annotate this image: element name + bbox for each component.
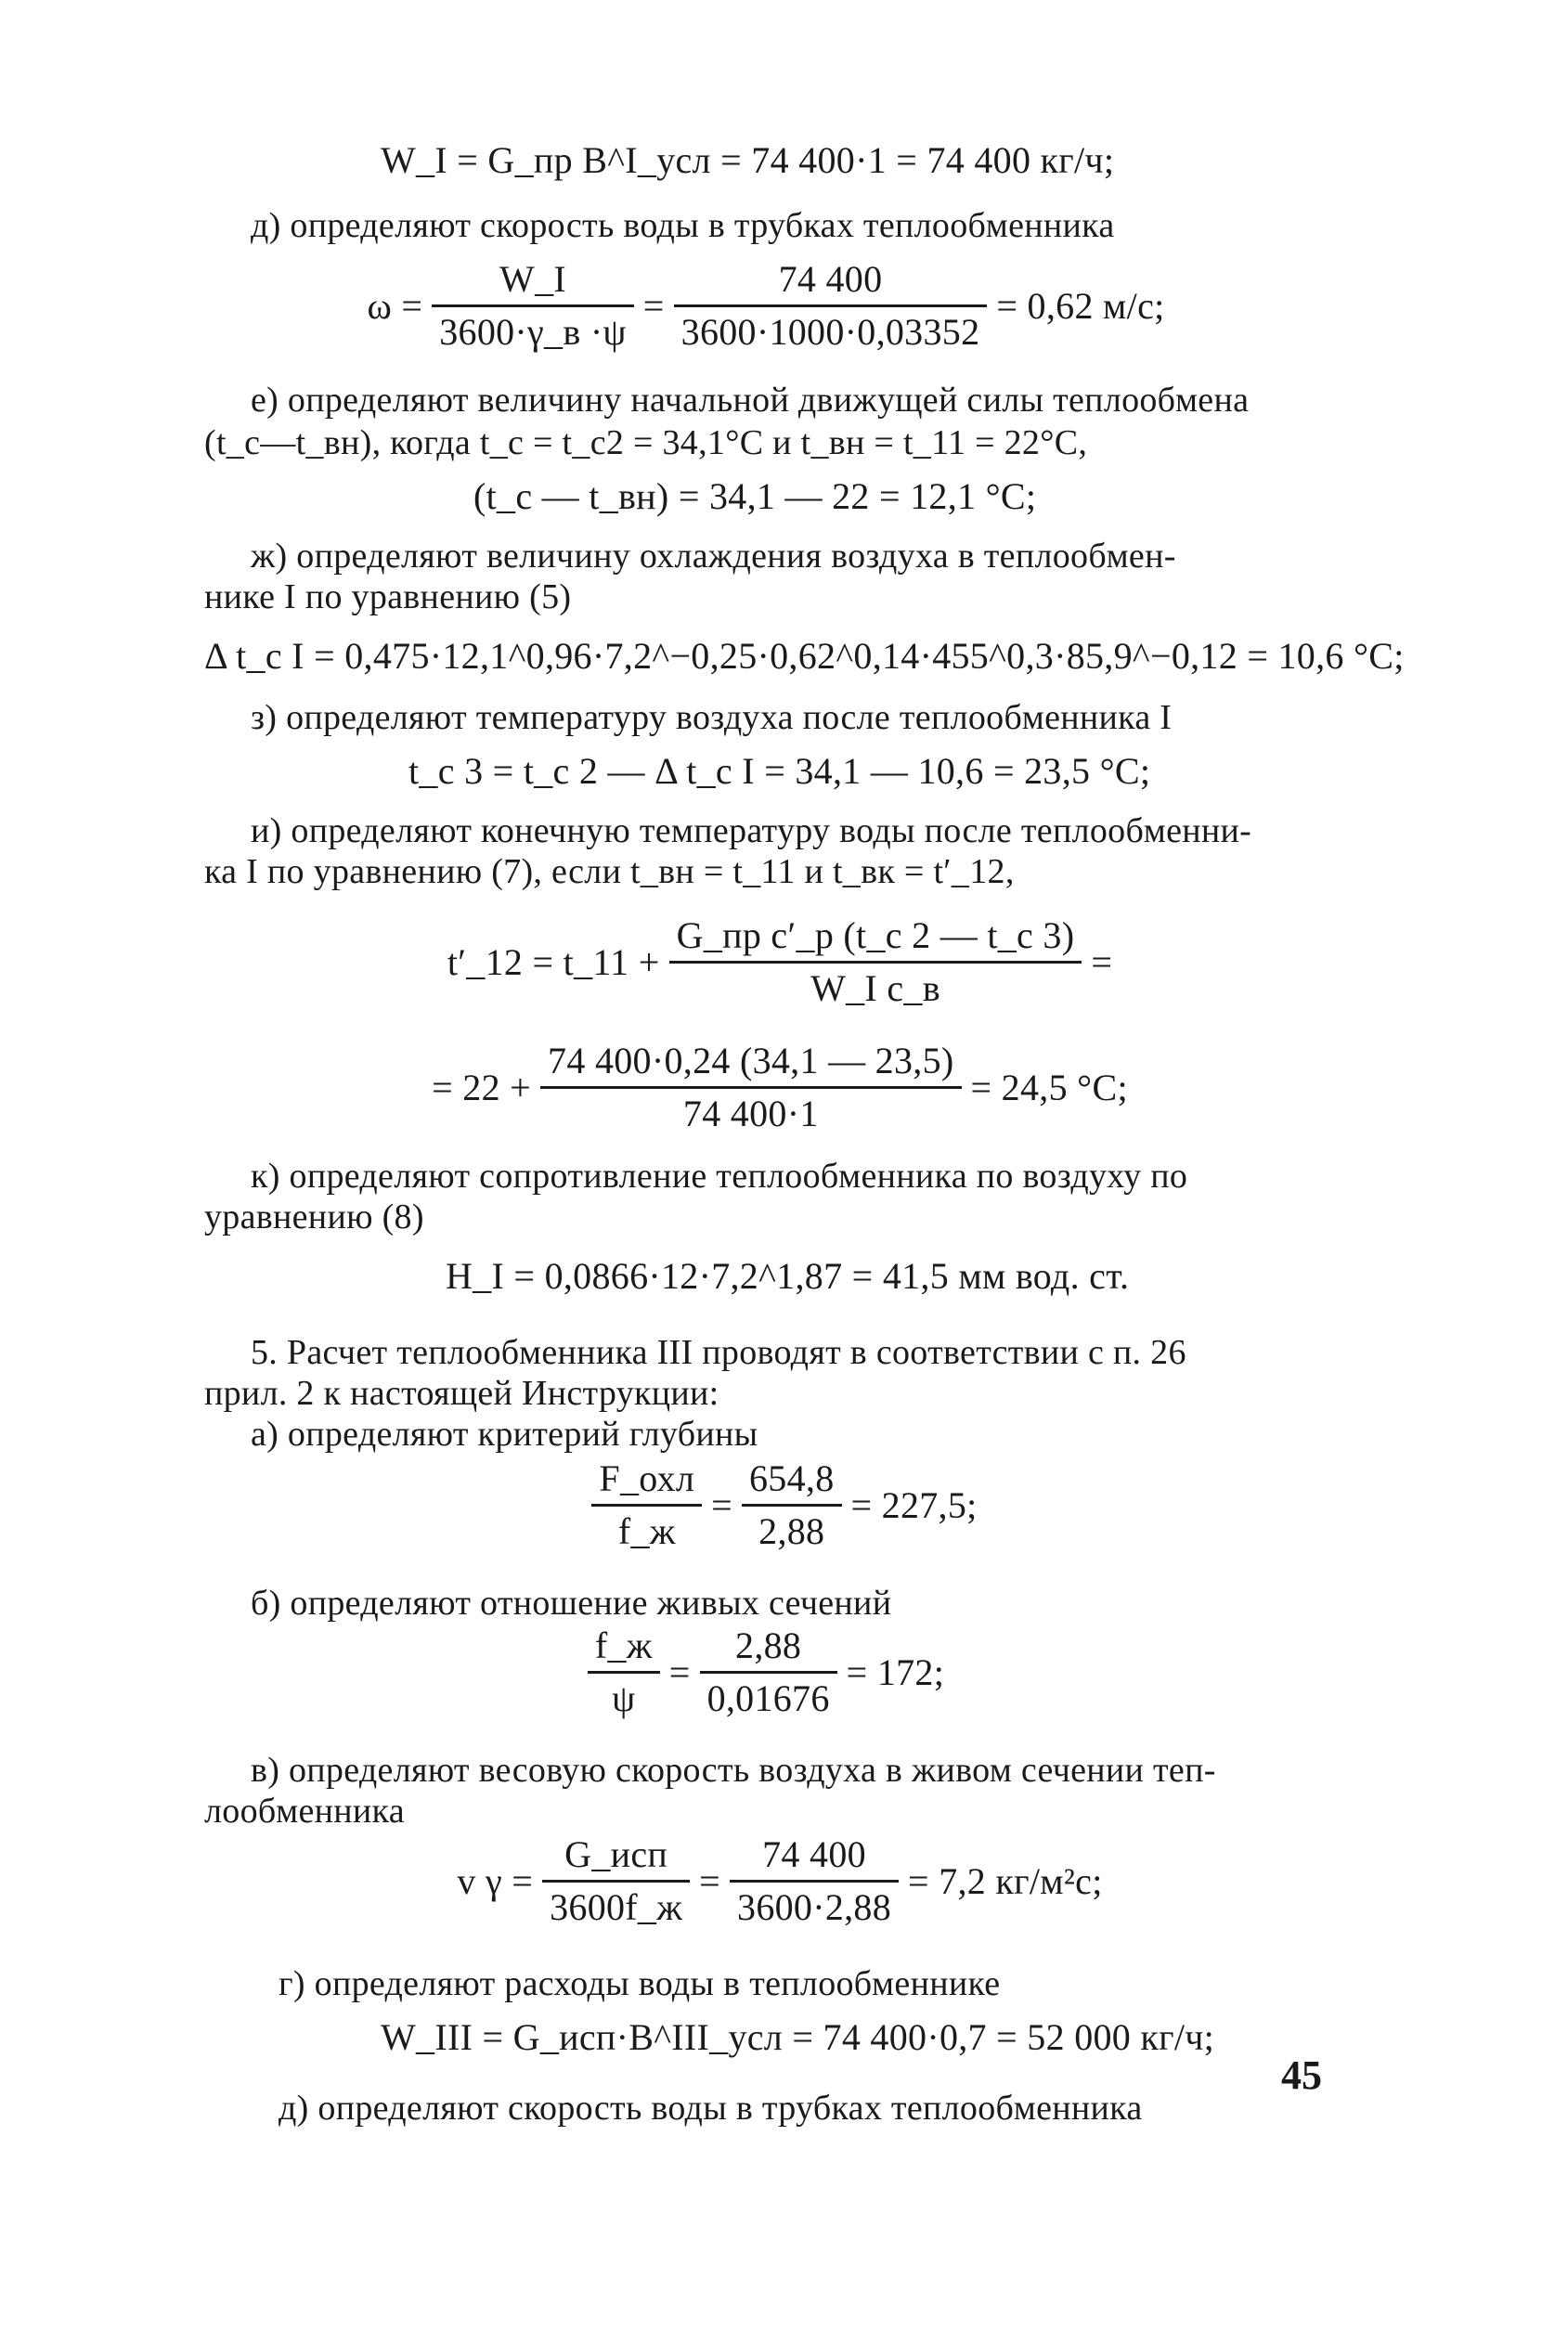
fraction-denominator: 0,01676 <box>706 1677 830 1719</box>
formula-fraction-numeric <box>700 1625 837 1720</box>
formula-water-flow-3: W_III = G_исп·B^III_усл = 74 400·0,7 = 52 000 кг/ч; <box>381 2016 1215 2058</box>
step-e-heading: е) определяют величину начальной движущей силы теплообмена <box>251 381 1250 420</box>
section-5-continuation: прил. 2 к настоящей Инструкции: <box>204 1374 719 1413</box>
fraction-denominator: f_ж <box>617 1510 676 1552</box>
equals-sign: = <box>668 1650 691 1693</box>
section-5-heading: 5. Расчет теплообменника III проводят в соответствии с п. 26 <box>251 1333 1186 1372</box>
formula-lhs: v γ = <box>457 1859 534 1902</box>
fraction-numerator: 74 400 <box>674 258 988 307</box>
velocity-fraction-symbolic <box>432 258 634 354</box>
formula-rhs: = 227,5; <box>850 1483 978 1526</box>
formula-rhs: = 172; <box>846 1650 945 1693</box>
formula-resistance: H_I = 0,0866·12·7,2^1,87 = 41,5 мм вод. ст. <box>446 1255 1130 1297</box>
formula-section-ratio <box>520 1625 1003 1720</box>
formula-air-mass-velocity <box>362 1833 1198 1929</box>
step-b-heading: б) определяют отношение живых сечений <box>251 1584 892 1623</box>
equals-sign: = <box>711 1483 732 1526</box>
fraction-numerator: 654,8 <box>742 1457 842 1507</box>
fraction-denominator: ψ <box>612 1677 636 1719</box>
step-e-condition: (t_c—t_вн), когда t_c = t_c2 = 34,1°С и t_вн = t_11 = 22°С, <box>204 423 1088 462</box>
formula-final-water-temp-symbolic <box>390 914 1170 1010</box>
step-d-heading: д) определяют скорость воды в трубках теплообменника <box>251 206 1115 245</box>
fraction-numerator: 74 400 <box>730 1833 899 1883</box>
step-i-condition: ка I по уравнению (7), если t_вн = t_11 и t_вк = t′_12, <box>204 852 1015 891</box>
fraction-denominator: 74 400·1 <box>682 1093 819 1134</box>
fraction-numerator: F_охл <box>591 1457 702 1507</box>
step-z-heading: з) определяют температуру воздуха после теплообменника I <box>251 698 1173 737</box>
step-g-heading: г) определяют расходы воды в теплообменнике <box>279 1964 1001 2003</box>
formula-rhs: = <box>1091 940 1113 983</box>
formula-fraction-symbolic <box>591 1457 702 1553</box>
velocity-rhs: = 0,62 м/с; <box>996 284 1165 327</box>
formula-fraction-numeric <box>730 1833 899 1929</box>
formula-air-cooling: Δ t_c I = 0,475·12,1^0,96·7,2^−0,25·0,62^0,14·455^0,3·85,9^−0,12 = 10,6 °C; <box>204 635 1405 677</box>
formula-final-water-temp-numeric <box>353 1040 1207 1135</box>
page-number: 45 <box>1281 2052 1322 2098</box>
step-zh-heading: ж) определяют величину охлаждения воздуха в теплообмен- <box>251 537 1176 576</box>
fraction-denominator: 3600·1000·0,03352 <box>680 311 980 353</box>
formula-fraction-symbolic <box>588 1625 660 1720</box>
step-i-heading: и) определяют конечную температуру воды после теплообменни- <box>251 811 1252 850</box>
formula-air-temperature: t_c 3 = t_c 2 — Δ t_c I = 34,1 — 10,6 = 23,5 °C; <box>408 750 1151 792</box>
formula-rhs: = 24,5 °C; <box>970 1066 1128 1108</box>
formula-lhs: t′_12 = t_11 + <box>447 940 660 983</box>
velocity-lhs: ω = <box>367 284 423 327</box>
velocity-fraction-numeric <box>674 258 988 354</box>
fraction-numerator: G_исп <box>542 1833 690 1883</box>
step-k-heading: к) определяют сопротивление теплообменника по воздуху по <box>251 1157 1188 1196</box>
fraction-denominator: W_I c_в <box>810 967 940 1009</box>
fraction-numerator: G_пр c′_p (t_c 2 — t_c 3) <box>669 914 1082 964</box>
fraction-denominator: 3600f_ж <box>550 1886 683 1928</box>
step-v-heading: в) определяют весовую скорость воздуха в живом сечении теп- <box>251 1751 1216 1790</box>
formula-rhs: = 7,2 кг/м²с; <box>908 1859 1103 1902</box>
fraction-numerator: 2,88 <box>700 1625 837 1674</box>
equals-sign: = <box>699 1859 721 1902</box>
equals-sign: = <box>642 284 665 327</box>
formula-water-flow-1: W_I = G_пр B^I_усл = 74 400·1 = 74 400 кг/ч; <box>381 139 1115 181</box>
fraction-numerator: f_ж <box>588 1625 660 1674</box>
fraction-denominator: 2,88 <box>758 1510 825 1552</box>
formula-lhs: = 22 + <box>432 1066 532 1108</box>
fraction-denominator: 3600·γ_в ·ψ <box>439 311 627 353</box>
formula-fraction <box>540 1040 961 1135</box>
fraction-denominator: 3600·2,88 <box>737 1886 892 1928</box>
step-d2-heading: д) определяют скорость воды в трубках теплообменника <box>279 2089 1143 2128</box>
step-zh-continuation: нике I по уравнению (5) <box>204 577 572 616</box>
fraction-numerator: W_I <box>432 258 634 307</box>
formula-depth-criterion <box>520 1457 1040 1553</box>
formula-fraction-symbolic <box>542 1833 690 1929</box>
step-v-continuation: лообменника <box>204 1792 405 1831</box>
step-k-continuation: уравнению (8) <box>204 1197 424 1236</box>
formula-fraction-numeric <box>742 1457 842 1553</box>
formula-fraction <box>669 914 1082 1010</box>
formula-driving-force: (t_c — t_вн) = 34,1 — 22 = 12,1 °C; <box>473 475 1037 517</box>
step-a-heading: а) определяют критерий глубины <box>251 1415 758 1454</box>
fraction-numerator: 74 400·0,24 (34,1 — 23,5) <box>540 1040 961 1089</box>
formula-water-velocity <box>279 258 1253 354</box>
